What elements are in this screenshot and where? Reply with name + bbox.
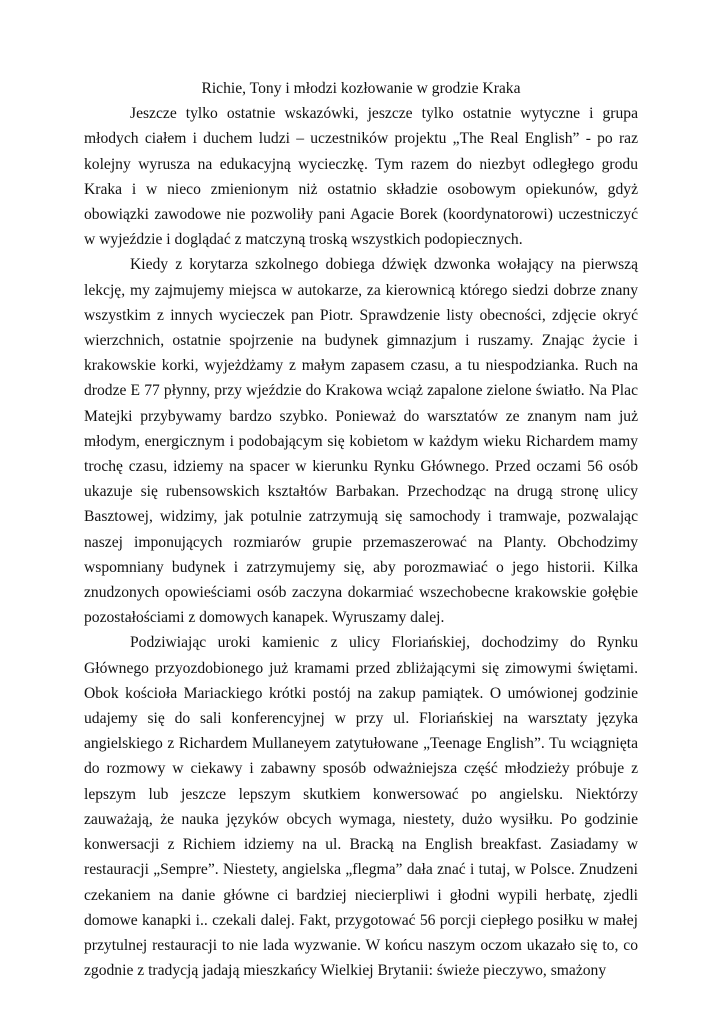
paragraph-journey: Kiedy z korytarza szkolnego dobiega dźwięk dzwonka wołający na pierwszą lekcję, my zajmujemy miejsca w autokarze, za kierownicą którego siedzi dobrze znany wszystkim z innych wycieczek pan Piotr. Sprawdzenie listy obecności, zdjęcie okryć wierzchnich, ostatnie spojrzenie na budynek gimnazjum i ruszamy. Znając życie i krakowskie korki, wyjeżdżamy z małym zapasem czasu, a tu niespodzianka. Ruch na drodze E 77 płynny, przy wjeździe do Krakowa wciąż zapalone zielone światło. Na Plac Matejki przybywamy bardzo szybko. Ponieważ do warsztatów ze znanym nam już młodym, energicznym i podobającym się kobietom w każdym wieku Richardem mamy trochę czasu, idziemy na spacer w kierunku Rynku Głównego. Przed oczami 56 osób ukazuje się rubensowskich kształtów Barbakan. Przechodząc na drugą stronę ulicy Basztowej, widzimy, jak potulnie zatrzymują się samochody i tramwaje, pozwalając naszej imponujących rozmiarów grupie przemaszerować na Planty. Obchodzimy wspomniany budynek i zatrzymujemy się, aby porozmawiać o jego historii. Kilka znudzonych opowieściami osób zaczyna dokarmiać wszechobecne krakowskie gołębie pozostałościami z domowych kanapek. Wyruszamy dalej. <box>84 256 638 627</box>
document-page <box>84 76 638 983</box>
document-title: Richie, Tony i młodzi kozłowanie w grodzie Kraka <box>201 80 521 97</box>
paragraph-departure: Jeszcze tylko ostatnie wskazówki, jeszcze tylko ostatnie wytyczne i grupa młodych ciałem i duchem ludzi – uczestników projektu „The Real English” - po raz kolejny wyrusza na edukacyjną wycieczkę. Tym razem do niezbyt odległego grodu Kraka i w nieco zmienionym niż ostatnio składzie osobowym opiekunów, gdyż obowiązki zawodowe nie pozwoliły pani Agacie Borek (koordynatorowi) uczestniczyć w wyjeździe i doglądać z matczyną troską wszystkich podopiecznych. <box>84 105 638 249</box>
paragraph-workshop: Podziwiając uroki kamienic z ulicy Floriańskiej, dochodzimy do Rynku Głównego przyozdobionego już kramami przed zbliżającymi się zimowymi świętami. Obok kościoła Mariackiego krótki postój na zakup pamiątek. O umówionej godzinie udajemy się do sali konferencyjnej w przy ul. Floriańskiej na warsztaty języka angielskiego z Richardem Mullaneyem zatytułowane „Teenage English”. Tu wciągnięta do rozmowy w ciekawy i zabawny sposób odważniejsza część młodzieży próbuje z lepszym lub jeszcze lepszym skutkiem konwersować po angielsku. Niektórzy zauważają, że nauka języków obcych wymaga, niestety, dużo wysiłku. Po godzinie konwersacji z Richiem idziemy na ul. Bracką na English breakfast. Zasiadamy w restauracji „Sempre”. Niestety, angielska „flegma” dała znać i tutaj, w Polsce. Znudzeni czekaniem na danie główne ci bardziej niecierpliwi i głodni wypili herbatę, zjedli domowe kanapki i.. czekali dalej. Fakt, przygotować 56 porcji ciepłego posiłku w małej przytulnej restauracji to nie lada wyzwanie. W końcu naszym oczom ukazało się to, co zgodnie z tradycją jadają mieszkańcy Wielkiej Brytanii: świeże pieczywo, smażony <box>84 634 638 980</box>
